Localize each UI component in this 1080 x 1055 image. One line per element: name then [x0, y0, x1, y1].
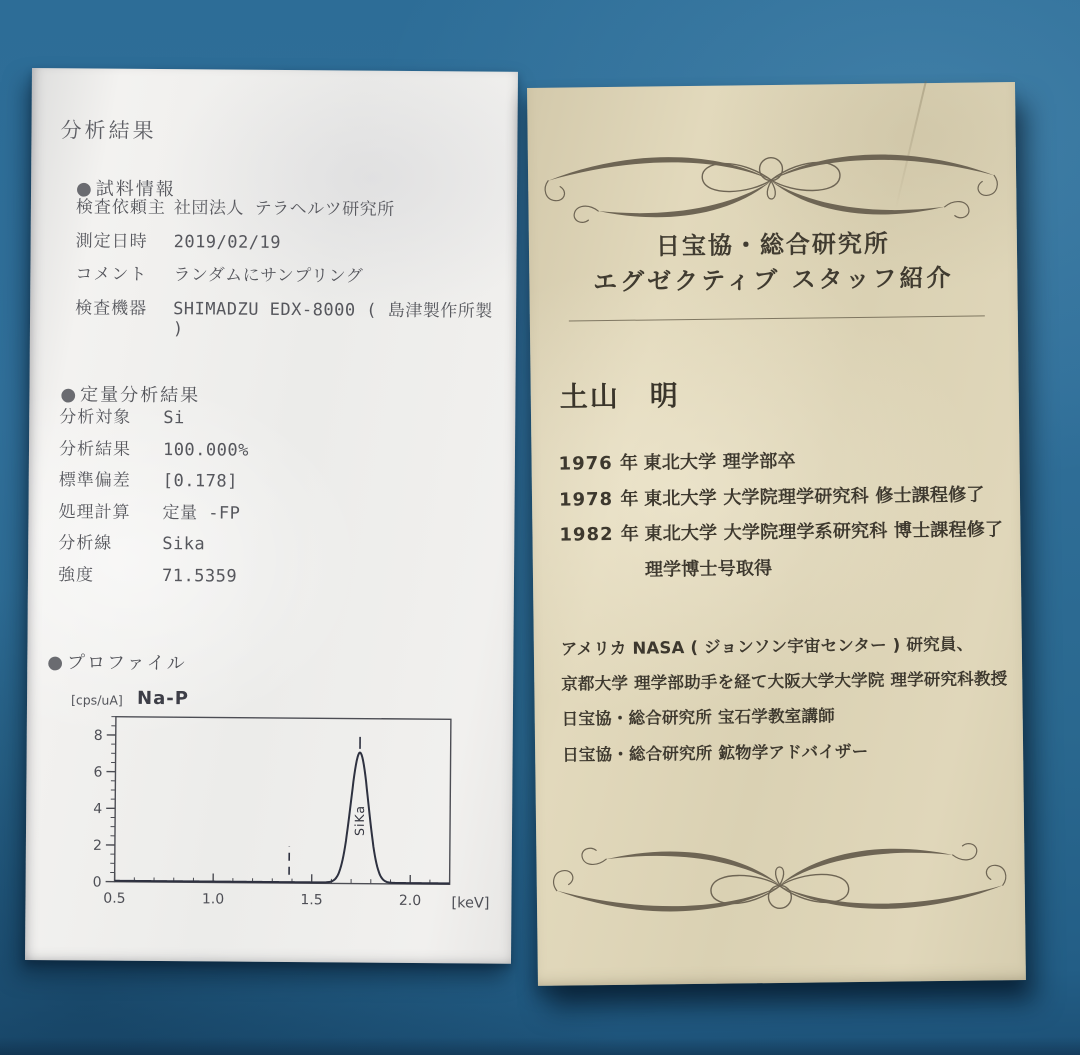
education-year: 1982 年 [559, 523, 640, 546]
svg-text:1.0: 1.0 [201, 891, 225, 908]
svg-text:2: 2 [92, 837, 102, 854]
svg-text:SiKa: SiKa [351, 804, 368, 836]
field-value: Sika [162, 534, 206, 555]
field-label: コメント [75, 264, 148, 285]
education-text: 理学博士号取得 [644, 557, 773, 581]
field-label: 検査依頼主 [75, 197, 166, 219]
xrf-spectrum-chart [37, 678, 491, 934]
title-divider [569, 315, 985, 321]
education-text: 東北大学 大学院理学系研究科 博士課程修了 [644, 519, 1004, 545]
career-line: 日宝協・総合研究所 鉱物学アドバイザー [562, 741, 869, 765]
field-label: 標準偏差 [58, 470, 131, 491]
svg-text:0.5: 0.5 [103, 890, 126, 907]
svg-text:4: 4 [93, 801, 103, 818]
table-row [75, 293, 495, 339]
field-value: [0.178] [162, 471, 238, 492]
quant-results-table [58, 402, 479, 595]
education-text: 東北大学 大学院理学研究科 修士課程修了 [643, 483, 985, 510]
field-value: ランダムにサンプリング [173, 265, 364, 287]
field-label: 分析線 [58, 533, 113, 555]
section-heading-profile: ● プロファイル [47, 652, 187, 675]
svg-text:[keV]: [keV] [451, 895, 490, 912]
svg-text:1.5: 1.5 [300, 892, 323, 909]
education-year [560, 575, 645, 576]
table-row [76, 192, 496, 229]
org-title-line2: エグゼクティブ スタッフ紹介 [592, 263, 954, 297]
field-value: 2019/02/19 [173, 231, 282, 253]
svg-text:[cps/uA]: [cps/uA] [70, 692, 123, 708]
field-label: 分析結果 [58, 438, 132, 460]
analysis-report-sheet [25, 68, 518, 964]
bullet-icon: ● [75, 178, 94, 200]
field-value: 社団法人 テラヘルツ研究所 [173, 198, 395, 220]
table-row [58, 560, 478, 595]
education-year: 1978 年 [558, 488, 640, 511]
education-row [558, 444, 1010, 485]
field-label: 分析対象 [59, 407, 132, 428]
svg-text:Na-P: Na-P [136, 687, 190, 710]
table-row [58, 497, 478, 532]
career-line: 京都大学 理学部助手を経て大阪大学大学院 理学研究科教授 [561, 669, 1008, 694]
svg-text:0: 0 [92, 874, 102, 891]
sample-info-table [75, 192, 496, 339]
bullet-icon: ● [47, 652, 66, 674]
table-row [58, 529, 478, 564]
field-label: 処理計算 [58, 502, 131, 523]
table-row [75, 259, 495, 296]
education-list [558, 444, 1012, 592]
career-list [561, 630, 1017, 776]
field-value: SHIMADZU EDX-8000 ( 島津製作所製 ) [172, 298, 493, 339]
education-row [559, 480, 1011, 521]
report-title: 分析結果 [60, 118, 157, 143]
education-year: 1976 年 [558, 452, 640, 475]
table-row [59, 402, 479, 437]
education-row [560, 551, 1012, 592]
education-text: 東北大学 理学部卒 [643, 450, 796, 474]
staff-intro-card [527, 82, 1026, 986]
svg-text:8: 8 [93, 727, 103, 744]
field-value: 71.5359 [161, 566, 238, 587]
table-row [59, 465, 479, 500]
field-value: 定量 -FP [162, 502, 241, 524]
calligraphic-flourish-ornament [542, 138, 1001, 236]
org-title-line1: 日宝協・総合研究所 [655, 229, 891, 261]
career-line: 日宝協・総合研究所 宝石学教室講師 [561, 706, 835, 729]
table-row [59, 434, 479, 469]
bullet-icon: ● [60, 384, 79, 406]
field-value: 100.000% [162, 439, 249, 461]
field-label: 測定日時 [75, 230, 148, 252]
table-row [75, 226, 495, 263]
calligraphic-flourish-ornament [550, 830, 1009, 928]
svg-text:2.0: 2.0 [398, 892, 422, 910]
section-heading-sample-info: ● 試料情報 [75, 178, 176, 201]
career-line: アメリカ NASA ( ジョンソン宇宙センター ) 研究員、 [560, 634, 974, 659]
field-label: 検査機器 [75, 297, 148, 319]
education-row [559, 515, 1011, 556]
field-label: 強度 [57, 565, 95, 586]
table-shadow-edge [0, 1037, 1080, 1055]
section-heading-quant-results: ● 定量分析結果 [60, 384, 201, 407]
svg-text:6: 6 [93, 764, 103, 781]
staff-name: 土山 明 [559, 379, 680, 414]
field-value: Si [163, 408, 185, 429]
